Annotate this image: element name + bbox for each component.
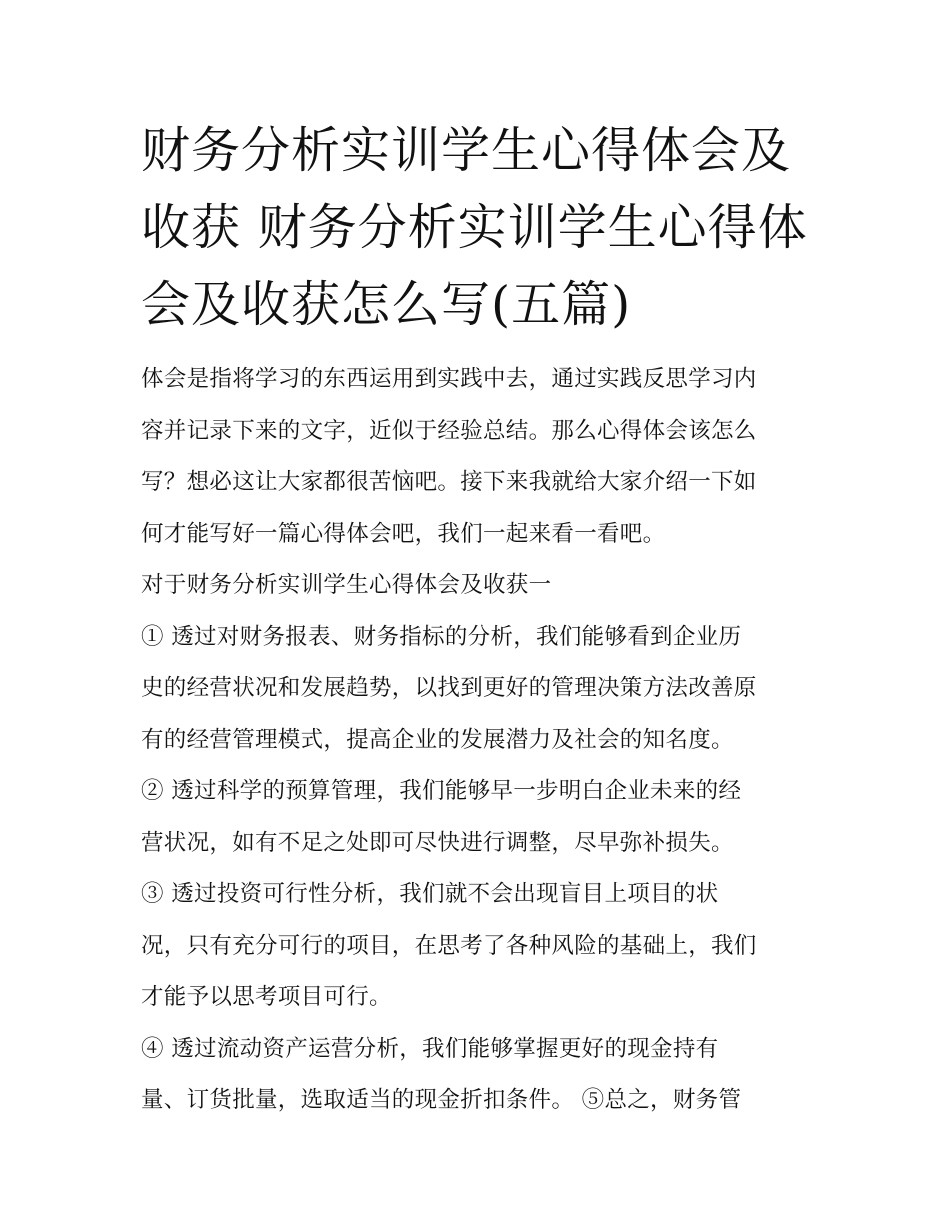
point-3-line: ③ 透过投资可行性分析，我们就不会出现盲目上项目的状	[141, 881, 719, 907]
point-4-line: 量、订货批量，选取适当的现金折扣条件。 ⑤总之，财务管	[141, 1087, 742, 1113]
section-heading: 对于财务分析实训学生心得体会及收获一	[141, 572, 552, 598]
document-title	[141, 112, 821, 343]
title-line: 会及收获怎么写(五篇)	[141, 276, 632, 333]
intro-line: 何才能写好一篇心得体会吧，我们一起来看一看吧。	[141, 520, 666, 547]
title-line: 收获 财务分析实训学生心得体	[141, 199, 808, 256]
intro-line: 容并记录下来的文字，近似于经验总结。那么心得体会该怎么	[141, 417, 757, 444]
point-3-line: 才能予以思考项目可行。	[141, 984, 392, 1010]
point-4-line: ④ 透过流动资产运营分析，我们能够掌握更好的现金持有	[141, 1035, 719, 1062]
point-1-line: 有的经营管理模式，提高企业的发展潜力及社会的知名度。	[141, 726, 734, 753]
document-body	[141, 354, 821, 1127]
point-2-line: 营状况，如有不足之处即可尽快进行调整，尽早弥补损失。	[141, 829, 734, 856]
intro-line: 写？想必这让大家都很苦恼吧。接下来我就给大家介绍一下如	[141, 469, 757, 495]
point-2-line: ② 透过科学的预算管理，我们能够早一步明白企业未来的经	[141, 778, 742, 804]
point-1-line: ① 透过对财务报表、财务指标的分析，我们能够看到企业历	[141, 623, 742, 650]
intro-line: 体会是指将学习的东西运用到实践中去，通过实践反思学习内	[141, 366, 757, 392]
point-3-line: 况，只有充分可行的项目，在思考了各种风险的基础上，我们	[141, 932, 757, 959]
point-1-line: 史的经营状况和发展趋势，以找到更好的管理决策方法改善原	[141, 675, 757, 701]
title-line: 财务分析实训学生心得体会及	[141, 122, 792, 179]
